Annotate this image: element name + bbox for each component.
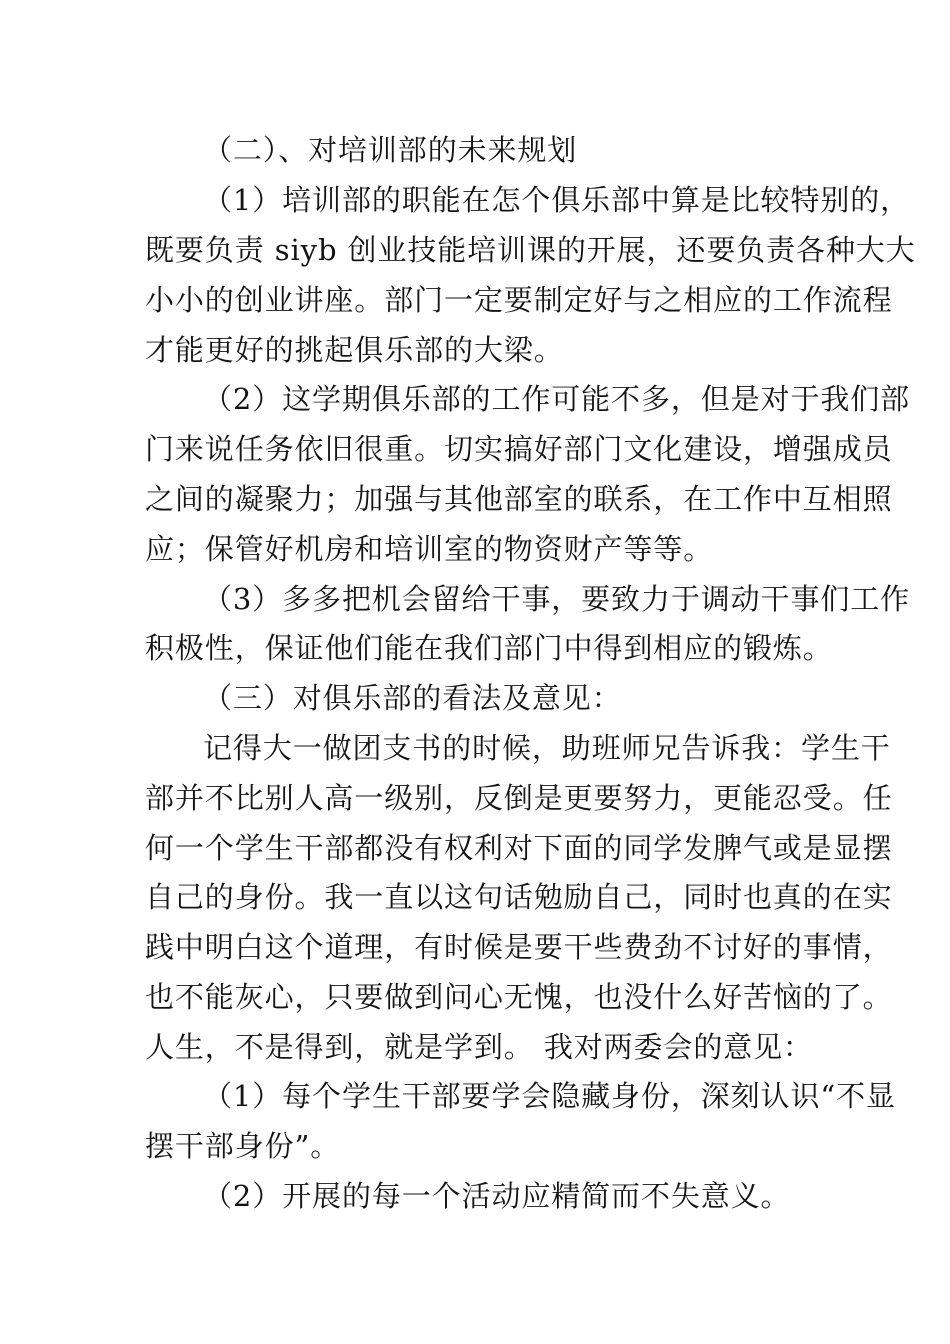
paragraph-line: 何一个学生干部都没有权利对下面的同学发脾气或是显摆 xyxy=(145,831,893,865)
paragraph-line: 之间的凝聚力；加强与其他部室的联系，在工作中互相照 xyxy=(145,482,893,516)
paragraph-line: （2）这学期俱乐部的工作可能不多，但是对于我们部 xyxy=(203,382,911,416)
paragraph-line: （2）开展的每一个活动应精简而不失意义。 xyxy=(203,1179,791,1213)
paragraph-line: 才能更好的挑起俱乐部的大梁。 xyxy=(145,333,564,367)
paragraph-line: 践中明白这个道理，有时候是要干些费劲不讨好的事情， xyxy=(145,930,893,964)
paragraph-line: 小小的创业讲座。部门一定要制定好与之相应的工作流程 xyxy=(145,283,893,317)
paragraph-line: 部并不比别人高一级别，反倒是更要努力，更能忍受。任 xyxy=(145,781,893,815)
paragraph-line: （1）每个学生干部要学会隐藏身份，深刻认识“不显 xyxy=(203,1079,896,1113)
section-heading-training-plan: （二）、对培训部的未来规划 xyxy=(203,133,578,167)
section-heading-opinions: （三）对俱乐部的看法及意见： xyxy=(203,681,622,715)
paragraph-line: 积极性，保证他们能在我们部门中得到相应的锻炼。 xyxy=(145,631,833,665)
paragraph-line: （3）多多把机会留给干事，要致力于调动干事们工作 xyxy=(203,582,911,616)
paragraph-line: 人生，不是得到，就是学到。 我对两委会的意见： xyxy=(145,1030,813,1064)
paragraph-line: （1）培训部的职能在怎个俱乐部中算是比较特别的， xyxy=(203,183,911,217)
paragraph-line: 也不能灰心，只要做到问心无愧，也没什么好苦恼的了。 xyxy=(145,980,893,1014)
paragraph-line: 应；保管好机房和培训室的物资财产等等。 xyxy=(145,532,714,566)
paragraph-line: 自己的身份。我一直以这句话勉励自己，同时也真的在实 xyxy=(145,880,893,914)
paragraph-line: 记得大一做团支书的时候，助班师兄告诉我：学生干 xyxy=(203,731,891,765)
paragraph-line: 摆干部身份”。 xyxy=(145,1129,341,1163)
paragraph-line: 既要负责 siyb 创业技能培训课的开展，还要负责各种大大 xyxy=(145,233,916,267)
paragraph-line: 门来说任务依旧很重。切实搞好部门文化建设，增强成员 xyxy=(145,432,893,466)
